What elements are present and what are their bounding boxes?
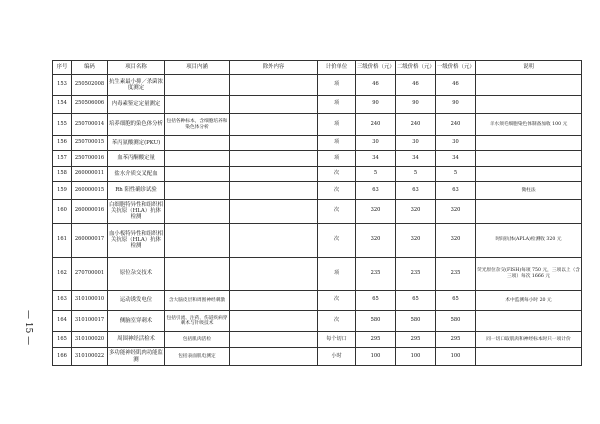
page-number: — 15 — — [23, 310, 33, 346]
cell-notes — [476, 199, 582, 223]
cell-price-level2: 34 — [396, 151, 436, 166]
cell-excluded — [230, 199, 318, 223]
cell-notes — [476, 135, 582, 150]
cell-content: 包括肌肉活检 — [165, 331, 230, 348]
cell-price-level3: 34 — [356, 151, 396, 166]
table-row — [53, 114, 582, 136]
cell-name: 内毒素鉴定定量测定 — [108, 95, 165, 114]
cell-notes — [476, 348, 582, 366]
cell-name: Rh 阳性确诊试验 — [108, 182, 165, 200]
cell-unit: 项 — [318, 257, 356, 290]
cell-code: 260000017 — [72, 223, 108, 257]
cell-notes: 荧光原位杂交(FISH)每项 750 元，三项以上（含三项）每次 1666 元 — [476, 257, 582, 290]
header-price-level2: 二级价格（元） — [396, 61, 436, 75]
header-seq: 序号 — [53, 61, 72, 75]
cell-code: 250700016 — [72, 151, 108, 166]
cell-notes: 羊水须毛细胞染色体制备加收 100 元 — [476, 114, 582, 136]
table-row — [53, 199, 582, 223]
cell-price-level2: 30 — [396, 135, 436, 150]
table-row — [53, 135, 582, 150]
cell-excluded — [230, 331, 318, 348]
cell-seq: 161 — [53, 223, 72, 257]
cell-notes — [476, 95, 582, 114]
cell-seq: 165 — [53, 331, 72, 348]
table-row — [53, 311, 582, 332]
cell-content — [165, 166, 230, 181]
header-row — [53, 61, 582, 75]
header-notes: 说明 — [476, 61, 582, 75]
cell-seq: 164 — [53, 311, 72, 332]
cell-price-level3: 65 — [356, 290, 396, 311]
table-row — [53, 95, 582, 114]
cell-notes — [476, 151, 582, 166]
cell-unit: 每个切口 — [318, 331, 356, 348]
cell-price-level2: 295 — [396, 331, 436, 348]
cell-price-level1: 240 — [436, 114, 476, 136]
cell-price-level3: 235 — [356, 257, 396, 290]
cell-unit: 项 — [318, 135, 356, 150]
cell-code: 250506006 — [72, 95, 108, 114]
cell-price-level1: 295 — [436, 331, 476, 348]
cell-price-level3: 5 — [356, 166, 396, 181]
cell-excluded — [230, 311, 318, 332]
cell-seq: 156 — [53, 135, 72, 150]
cell-name: 原位杂交技术 — [108, 257, 165, 290]
cell-price-level2: 580 — [396, 311, 436, 332]
header-price-level1: 一级价格（元） — [436, 61, 476, 75]
cell-code: 310100010 — [72, 290, 108, 311]
cell-price-level2: 235 — [396, 257, 436, 290]
cell-notes — [476, 311, 582, 332]
cell-price-level2: 320 — [396, 223, 436, 257]
cell-excluded — [230, 75, 318, 96]
cell-excluded — [230, 182, 318, 200]
cell-name: 培养细胞的染色体分析 — [108, 114, 165, 136]
cell-price-level1: 320 — [436, 223, 476, 257]
cell-unit: 次 — [318, 311, 356, 332]
cell-name: 血小板特异性和组织相关抗原（HLA）抗体检测 — [108, 223, 165, 257]
cell-unit: 小时 — [318, 348, 356, 366]
cell-price-level2: 90 — [396, 95, 436, 114]
cell-unit: 项 — [318, 151, 356, 166]
cell-code: 250700015 — [72, 135, 108, 150]
cell-price-level2: 65 — [396, 290, 436, 311]
table-row — [53, 290, 582, 311]
price-table — [52, 60, 582, 366]
cell-price-level3: 240 — [356, 114, 396, 136]
table-row — [53, 182, 582, 200]
cell-unit: 次 — [318, 166, 356, 181]
cell-code: 260000016 — [72, 199, 108, 223]
cell-name: 周围神经活检术 — [108, 331, 165, 348]
table-row — [53, 75, 582, 96]
table-row — [53, 166, 582, 181]
cell-content — [165, 95, 230, 114]
header-unit: 计价单位 — [318, 61, 356, 75]
cell-excluded — [230, 114, 318, 136]
cell-excluded — [230, 257, 318, 290]
cell-price-level1: 46 — [436, 75, 476, 96]
cell-price-level2: 63 — [396, 182, 436, 200]
cell-excluded — [230, 348, 318, 366]
cell-content — [165, 135, 230, 150]
cell-unit: 次 — [318, 223, 356, 257]
cell-price-level3: 100 — [356, 348, 396, 366]
cell-notes: 时间抗体(APLA)检测收 320 元 — [476, 223, 582, 257]
cell-content: 包括表面肌电测定 — [165, 348, 230, 366]
cell-excluded — [230, 223, 318, 257]
cell-seq: 160 — [53, 199, 72, 223]
cell-unit: 次 — [318, 182, 356, 200]
cell-code: 310100022 — [72, 348, 108, 366]
cell-notes: 微柱法 — [476, 182, 582, 200]
header-price-level3: 三级价格（元） — [356, 61, 396, 75]
cell-code: 250700014 — [72, 114, 108, 136]
cell-code: 260000015 — [72, 182, 108, 200]
table-row — [53, 223, 582, 257]
table-row — [53, 331, 582, 348]
cell-seq: 155 — [53, 114, 72, 136]
cell-excluded — [230, 151, 318, 166]
cell-notes: 术中监测每小时 20 元 — [476, 290, 582, 311]
cell-content — [165, 182, 230, 200]
cell-content — [165, 151, 230, 166]
cell-code: 310100020 — [72, 331, 108, 348]
cell-name: 侧脑室穿刺术 — [108, 311, 165, 332]
cell-price-level2: 100 — [396, 348, 436, 366]
cell-code: 260000011 — [72, 166, 108, 181]
cell-price-level1: 580 — [436, 311, 476, 332]
cell-price-level1: 100 — [436, 348, 476, 366]
cell-code: 250502008 — [72, 75, 108, 96]
cell-seq: 157 — [53, 151, 72, 166]
cell-price-level1: 65 — [436, 290, 476, 311]
cell-price-level1: 235 — [436, 257, 476, 290]
cell-price-level3: 90 — [356, 95, 396, 114]
cell-unit: 项 — [318, 114, 356, 136]
cell-excluded — [230, 166, 318, 181]
cell-code: 270700001 — [72, 257, 108, 290]
cell-price-level1: 30 — [436, 135, 476, 150]
cell-content: 含大脑皮层和周围神经刺激 — [165, 290, 230, 311]
cell-excluded — [230, 135, 318, 150]
cell-notes — [476, 75, 582, 96]
cell-name: 血苯丙酮酸定量 — [108, 151, 165, 166]
cell-price-level1: 320 — [436, 199, 476, 223]
cell-price-level2: 46 — [396, 75, 436, 96]
cell-excluded — [230, 95, 318, 114]
cell-price-level3: 63 — [356, 182, 396, 200]
cell-seq: 154 — [53, 95, 72, 114]
cell-seq: 163 — [53, 290, 72, 311]
cell-price-level1: 90 — [436, 95, 476, 114]
cell-content — [165, 75, 230, 96]
cell-price-level2: 320 — [396, 199, 436, 223]
cell-seq: 166 — [53, 348, 72, 366]
cell-price-level2: 5 — [396, 166, 436, 181]
cell-price-level3: 295 — [356, 331, 396, 348]
cell-price-level3: 320 — [356, 199, 396, 223]
cell-unit: 项 — [318, 75, 356, 96]
cell-code: 310100017 — [72, 311, 108, 332]
cell-unit: 次 — [318, 199, 356, 223]
header-content: 项目内涵 — [165, 61, 230, 75]
cell-name: 苯丙氨酸测定(PKU) — [108, 135, 165, 150]
cell-content — [165, 223, 230, 257]
cell-price-level2: 240 — [396, 114, 436, 136]
cell-seq: 158 — [53, 166, 72, 181]
table-row — [53, 348, 582, 366]
cell-notes — [476, 166, 582, 181]
header-excluded: 除外内容 — [230, 61, 318, 75]
cell-content — [165, 257, 230, 290]
cell-unit: 次 — [318, 290, 356, 311]
cell-name: 多功能神经肌肉功能监测 — [108, 348, 165, 366]
cell-name: 运动诱发电位 — [108, 290, 165, 311]
cell-name: 抗生素最小抑／杀菌浓度测定 — [108, 75, 165, 96]
cell-seq: 162 — [53, 257, 72, 290]
cell-seq: 159 — [53, 182, 72, 200]
cell-price-level3: 30 — [356, 135, 396, 150]
cell-price-level1: 34 — [436, 151, 476, 166]
cell-price-level3: 580 — [356, 311, 396, 332]
header-name: 项目名称 — [108, 61, 165, 75]
cell-content — [165, 199, 230, 223]
cell-content: 包括引流、注药、伤道疾病穿刺术与针吸技术 — [165, 311, 230, 332]
cell-price-level3: 320 — [356, 223, 396, 257]
cell-price-level3: 46 — [356, 75, 396, 96]
cell-excluded — [230, 290, 318, 311]
cell-price-level1: 63 — [436, 182, 476, 200]
cell-notes: 同一切口取肌肉和神经标本时只一项计价 — [476, 331, 582, 348]
cell-content: 包括各种标本，含细胞培养和染色体分析 — [165, 114, 230, 136]
cell-name: 白细胞特异性和组织相关抗原（HLA）抗体检测 — [108, 199, 165, 223]
cell-name: 盐水介质交叉配血 — [108, 166, 165, 181]
header-code: 编码 — [72, 61, 108, 75]
cell-unit: 项 — [318, 95, 356, 114]
cell-price-level1: 5 — [436, 166, 476, 181]
table-row — [53, 151, 582, 166]
table-row — [53, 257, 582, 290]
cell-seq: 153 — [53, 75, 72, 96]
